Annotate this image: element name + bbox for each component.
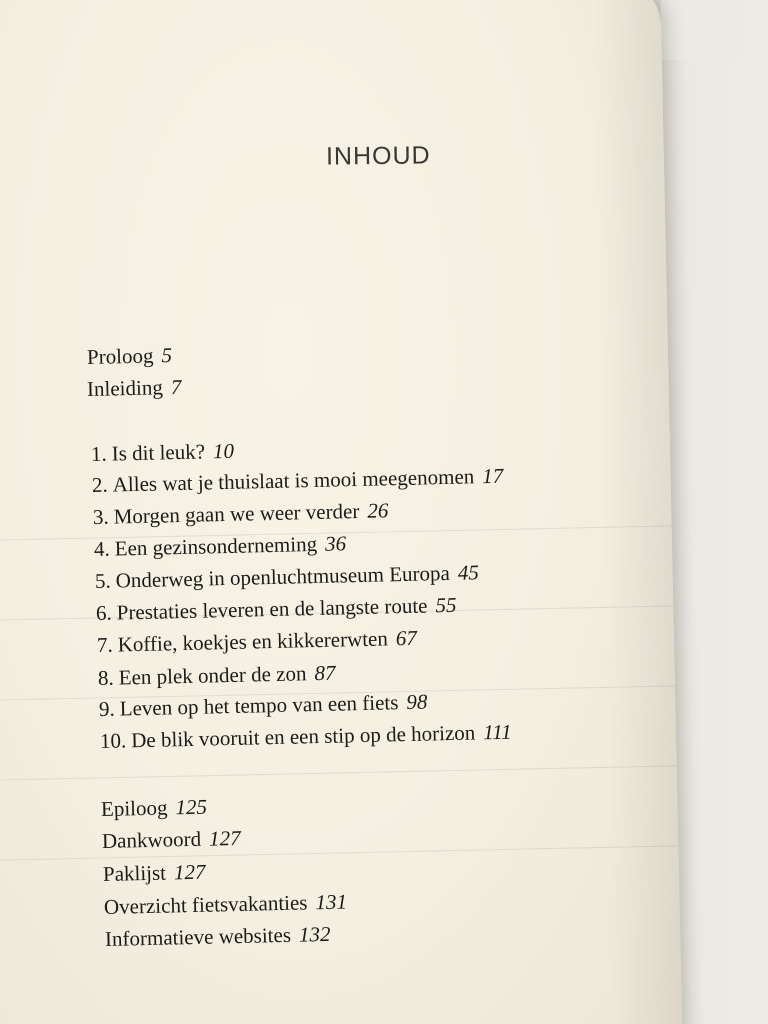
entry-page: 55 <box>435 592 457 618</box>
toc-entry-chapter-1 <box>91 439 235 467</box>
toc-entry-chapter-3 <box>93 498 389 530</box>
entry-title: Een gezinsonderneming <box>114 531 318 561</box>
entry-page: 45 <box>457 560 480 585</box>
toc-entry-chapter-2 <box>92 464 504 498</box>
entry-number: 5. <box>94 568 112 593</box>
entry-title: Overzicht fietsvakanties <box>103 890 308 919</box>
toc-entry-chapter-4 <box>94 531 347 562</box>
entry-number: 10. <box>99 728 127 753</box>
entry-number: 9. <box>98 696 116 721</box>
entry-title: Epiloog <box>100 795 168 821</box>
toc-entry-dankwoord <box>102 826 241 854</box>
entry-page: 5 <box>161 343 173 368</box>
toc-entry-chapter-7 <box>97 626 417 658</box>
toc-entry-paklijst <box>103 860 206 887</box>
toc-entry-chapter-10 <box>100 720 512 754</box>
entry-title: De blik vooruit en een stip op de horizon <box>130 720 476 753</box>
entry-page: 127 <box>173 859 206 885</box>
toc-entry-proloog <box>87 343 173 370</box>
entry-page: 17 <box>481 463 504 489</box>
entry-number: 2. <box>91 472 109 497</box>
toc-entry-chapter-5 <box>95 560 479 594</box>
entry-title: Alles wat je thuislaat is mooi meegenomen <box>112 464 475 497</box>
entry-page: 36 <box>324 531 347 556</box>
toc-entry-chapter-8 <box>98 661 336 691</box>
toc-entry-overzicht-fietsvakanties <box>104 889 348 920</box>
entry-title: Morgen gaan we weer verder <box>113 498 360 529</box>
entry-number: 6. <box>95 600 113 625</box>
entry-title: Paklijst <box>102 860 167 886</box>
entry-page: 7 <box>170 374 182 400</box>
entry-number: 1. <box>90 441 108 466</box>
entry-page: 26 <box>367 498 389 523</box>
entry-page: 87 <box>314 660 336 686</box>
entry-page: 125 <box>175 794 208 820</box>
toc-entry-inleiding <box>87 375 182 402</box>
entry-page: 131 <box>315 889 348 915</box>
entry-title: Dankwoord <box>101 826 202 853</box>
entry-title: Is dit leuk? <box>111 439 206 466</box>
entry-title: Een plek onder de zon <box>118 661 307 690</box>
entry-number: 8. <box>97 665 115 690</box>
entry-title: Onderweg in openluchtmuseum Europa <box>115 560 451 593</box>
toc-entry-chapter-9 <box>99 690 428 722</box>
entry-title: Koffie, koekjes en kikkererwten <box>117 626 389 657</box>
entry-title: Inleiding <box>86 375 164 401</box>
page-title: INHOUD <box>325 141 431 171</box>
entry-page: 127 <box>208 825 241 851</box>
entry-title: Leven op het tempo van een fiets <box>119 690 399 721</box>
entry-title: Proloog <box>86 343 154 369</box>
toc-entry-epiloog <box>101 795 208 822</box>
entry-number: 7. <box>96 632 114 657</box>
entry-number: 3. <box>92 504 110 529</box>
entry-title: Prestaties leveren en de langste route <box>116 593 428 625</box>
entry-page: 67 <box>395 625 418 651</box>
entry-page: 111 <box>482 719 512 745</box>
entry-page: 98 <box>406 689 428 715</box>
entry-title: Informatieve websites <box>104 922 292 951</box>
entry-page: 132 <box>298 921 331 947</box>
toc-entry-informatieve-websites <box>105 922 331 952</box>
entry-number: 4. <box>93 536 111 561</box>
toc-entry-chapter-6 <box>96 593 457 626</box>
entry-page: 10 <box>212 438 235 464</box>
